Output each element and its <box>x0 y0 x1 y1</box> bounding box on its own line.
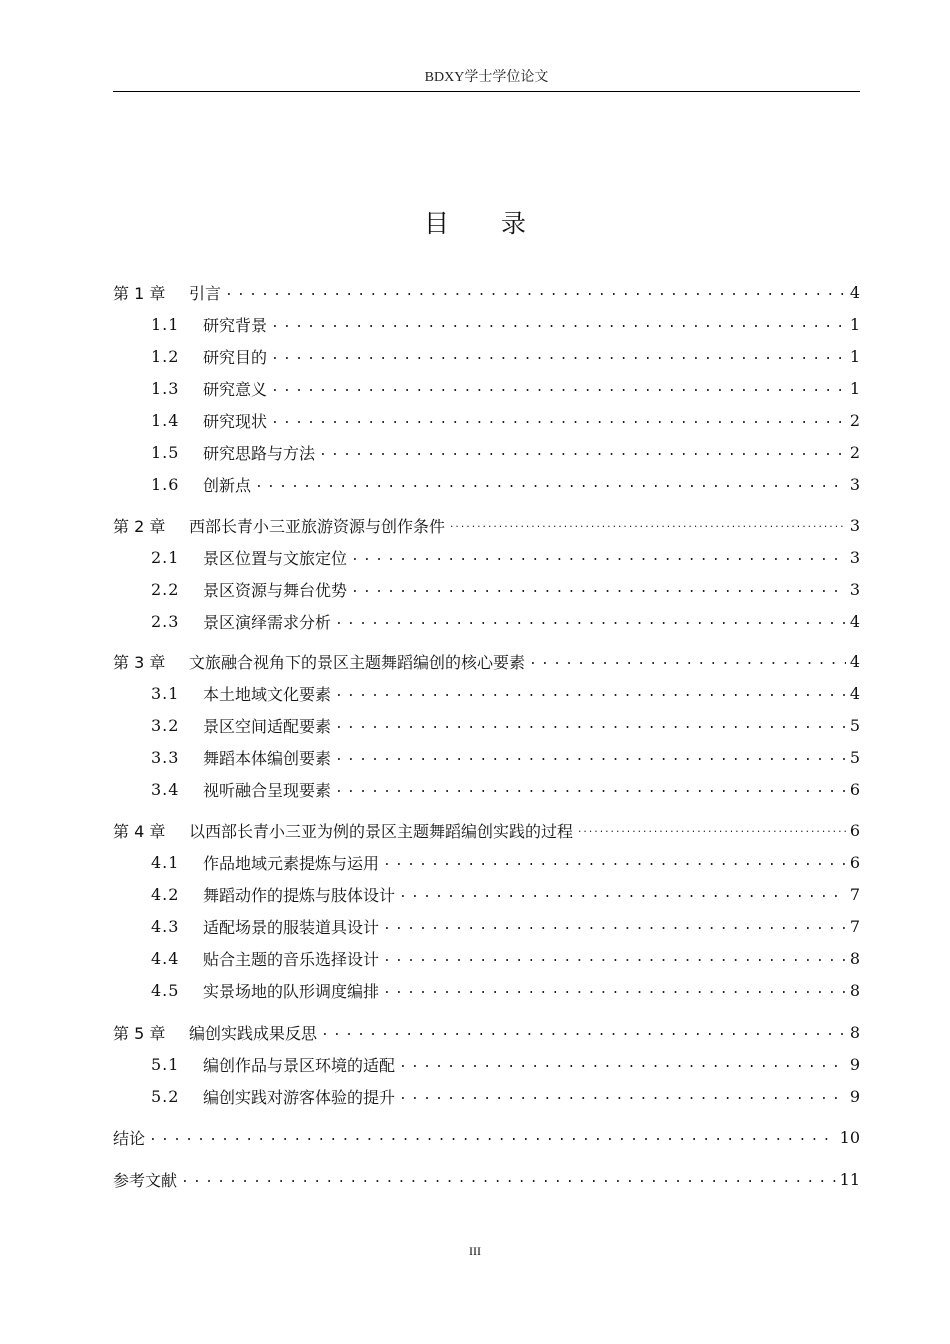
toc-entry-label: 以西部长青小三亚为例的景区主题舞蹈编创实践的过程 <box>189 821 574 841</box>
toc-entry-page: 1 <box>849 378 860 398</box>
toc-section-entry[interactable] <box>113 878 860 910</box>
toc-chapter-entry[interactable] <box>113 276 860 308</box>
toc-section-entry[interactable] <box>113 741 860 773</box>
toc-entry-label: 西部长青小三亚旅游资源与创作条件 <box>189 516 446 536</box>
dot-leader <box>335 709 846 741</box>
toc-entry-number: 1.6 <box>151 474 180 494</box>
dot-leader <box>149 1121 836 1153</box>
toc-section-entry[interactable] <box>113 605 860 637</box>
dot-leader <box>271 372 846 404</box>
toc-entry-page: 7 <box>849 916 860 936</box>
dot-leader <box>271 308 846 340</box>
toc-entry-number: 5.1 <box>151 1054 180 1074</box>
toc-section-entry[interactable] <box>113 573 860 605</box>
toc-entry-page: 4 <box>849 651 860 671</box>
toc-entry-label: 研究思路与方法 <box>203 443 316 463</box>
toc-entry-page: 8 <box>849 980 860 1000</box>
toc-entry-label: 舞蹈本体编创要素 <box>203 748 332 768</box>
dot-leader <box>383 910 846 942</box>
toc-entry-page: 3 <box>849 515 860 535</box>
toc-entry-label: 本土地域文化要素 <box>203 684 332 704</box>
toc-entry-page: 8 <box>849 1022 860 1042</box>
toc-entry-number: 第 1 章 <box>113 283 166 303</box>
toc-entry-number: 4.5 <box>151 980 180 1000</box>
dot-leader <box>335 605 846 637</box>
toc-entry-number: 1.5 <box>151 442 180 462</box>
toc-section-entry[interactable] <box>113 846 860 878</box>
toc-section-entry[interactable] <box>113 1080 860 1112</box>
page-number: III <box>469 1244 481 1258</box>
toc-chapter-entry[interactable] <box>113 509 860 541</box>
toc-entry-page: 3 <box>849 474 860 494</box>
dot-leader <box>335 741 846 773</box>
dot-leader <box>225 276 846 308</box>
toc-entry-page: 9 <box>849 1086 860 1106</box>
toc-section-entry[interactable] <box>113 436 860 468</box>
toc-entry-page: 6 <box>849 820 860 840</box>
toc-entry-page: 7 <box>849 884 860 904</box>
toc-entry-page: 4 <box>849 282 860 302</box>
dot-leader <box>383 974 846 1006</box>
toc-section-entry[interactable] <box>113 541 860 573</box>
dot-leader <box>319 436 846 468</box>
running-header: BDXY学士学位论文 <box>424 70 549 85</box>
toc-entry-page: 1 <box>849 346 860 366</box>
dot-leader <box>321 1016 846 1048</box>
toc-entry-page: 4 <box>849 683 860 703</box>
toc-entry-number: 1.4 <box>151 410 180 430</box>
toc-section-entry[interactable] <box>113 404 860 436</box>
toc-entry-label: 引言 <box>189 283 222 303</box>
toc-entry-number: 2.3 <box>151 611 180 631</box>
toc-entry-label: 实景场地的队形调度编排 <box>203 981 380 1001</box>
toc-entry-label: 参考文献 <box>113 1170 178 1190</box>
toc-entry-page: 10 <box>839 1127 860 1147</box>
toc-entry-page: 5 <box>849 715 860 735</box>
toc-entry-number: 第 2 章 <box>113 516 166 536</box>
toc-entry-number: 3.2 <box>151 715 180 735</box>
header-rule <box>113 91 860 92</box>
toc-entry-label: 景区资源与舞台优势 <box>203 580 348 600</box>
toc-entry-number: 第 4 章 <box>113 821 166 841</box>
dot-leader <box>529 645 846 677</box>
toc-entry-number: 1.2 <box>151 346 180 366</box>
toc-entry-number: 4.3 <box>151 916 180 936</box>
toc-entry-page: 1 <box>849 314 860 334</box>
toc-entry-number: 2.1 <box>151 547 180 567</box>
toc-entry-label: 视听融合呈现要素 <box>203 780 332 800</box>
toc-entry-label: 景区空间适配要素 <box>203 716 332 736</box>
toc-entry-number: 4.2 <box>151 884 180 904</box>
toc-entry-page: 6 <box>849 779 860 799</box>
toc-chapter-entry[interactable] <box>113 1016 860 1048</box>
toc-entry-page: 9 <box>849 1054 860 1074</box>
toc-entry-label: 研究目的 <box>203 347 268 367</box>
toc-entry-number: 1.1 <box>151 314 180 334</box>
dot-leader <box>255 468 846 500</box>
toc-title <box>0 206 950 242</box>
toc-entry-number: 3.4 <box>151 779 180 799</box>
toc-entry-label: 创新点 <box>203 475 252 495</box>
toc-entry-label: 适配场景的服装道具设计 <box>203 917 380 937</box>
toc-title-char-1: 目 <box>423 209 449 238</box>
toc-entry-number: 第 5 章 <box>113 1023 166 1043</box>
dot-leader <box>351 541 846 573</box>
toc-entry-number: 第 3 章 <box>113 652 166 672</box>
toc-section-entry[interactable] <box>113 974 860 1006</box>
toc-entry-label: 研究背景 <box>203 315 268 335</box>
toc-section-entry[interactable] <box>113 372 860 404</box>
toc-entry-page: 2 <box>849 442 860 462</box>
toc-entry-page: 4 <box>849 611 860 631</box>
dot-leader <box>335 677 846 709</box>
toc-section-entry[interactable] <box>113 340 860 372</box>
toc-section-entry[interactable] <box>113 910 860 942</box>
dot-leader <box>399 1080 846 1112</box>
toc-entry-number: 2.2 <box>151 579 180 599</box>
toc-entry-label: 研究现状 <box>203 411 268 431</box>
toc-entry-number: 3.3 <box>151 747 180 767</box>
dot-leader <box>271 404 846 436</box>
toc-entry-label: 舞蹈动作的提炼与肢体设计 <box>203 885 396 905</box>
toc-entry-label: 编创作品与景区环境的适配 <box>203 1055 396 1075</box>
toc-section-entry[interactable] <box>113 308 860 340</box>
toc-entry-label: 作品地域元素提炼与运用 <box>203 853 380 873</box>
dot-leader <box>383 846 846 878</box>
dot-leader <box>271 340 846 372</box>
dot-leader <box>399 1048 846 1080</box>
toc-entry-label: 编创实践对游客体验的提升 <box>203 1087 396 1107</box>
dot-leader <box>181 1163 836 1195</box>
toc-entry-number: 3.1 <box>151 683 180 703</box>
toc-entry-page: 8 <box>849 948 860 968</box>
toc-entry-label: 研究意义 <box>203 379 268 399</box>
toc-entry-number: 5.2 <box>151 1086 180 1106</box>
toc-entry-page: 11 <box>839 1169 860 1189</box>
toc-chapter-entry[interactable] <box>113 1163 860 1195</box>
toc-entry-label: 结论 <box>113 1128 146 1148</box>
dot-leader <box>351 573 846 605</box>
toc-entry-label: 景区位置与文旅定位 <box>203 548 348 568</box>
dot-leader <box>399 878 846 910</box>
dot-leader <box>449 509 846 541</box>
toc-entry-number: 4.1 <box>151 852 180 872</box>
toc-section-entry[interactable] <box>113 942 860 974</box>
toc-section-entry[interactable] <box>113 773 860 805</box>
toc-entry-number: 1.3 <box>151 378 180 398</box>
toc-section-entry[interactable] <box>113 1048 860 1080</box>
toc-section-entry[interactable] <box>113 468 860 500</box>
toc-entry-label: 编创实践成果反思 <box>189 1023 318 1043</box>
toc-entry-page: 5 <box>849 747 860 767</box>
toc-section-entry[interactable] <box>113 709 860 741</box>
dot-leader <box>577 814 846 846</box>
toc-section-entry[interactable] <box>113 677 860 709</box>
toc-entry-label: 文旅融合视角下的景区主题舞蹈编创的核心要素 <box>189 652 526 672</box>
toc-entry-page: 3 <box>849 579 860 599</box>
toc-entry-label: 贴合主题的音乐选择设计 <box>203 949 380 969</box>
toc-entry-page: 2 <box>849 410 860 430</box>
toc-entry-page: 3 <box>849 547 860 567</box>
toc-chapter-entry[interactable] <box>113 1121 860 1153</box>
toc-chapter-entry[interactable] <box>113 645 860 677</box>
toc-entry-page: 6 <box>849 852 860 872</box>
dot-leader <box>335 773 846 805</box>
toc-chapter-entry[interactable] <box>113 814 860 846</box>
dot-leader <box>383 942 846 974</box>
toc-entry-number: 4.4 <box>151 948 180 968</box>
toc-title-char-2: 录 <box>501 209 527 238</box>
toc-entry-label: 景区演绎需求分析 <box>203 612 332 632</box>
